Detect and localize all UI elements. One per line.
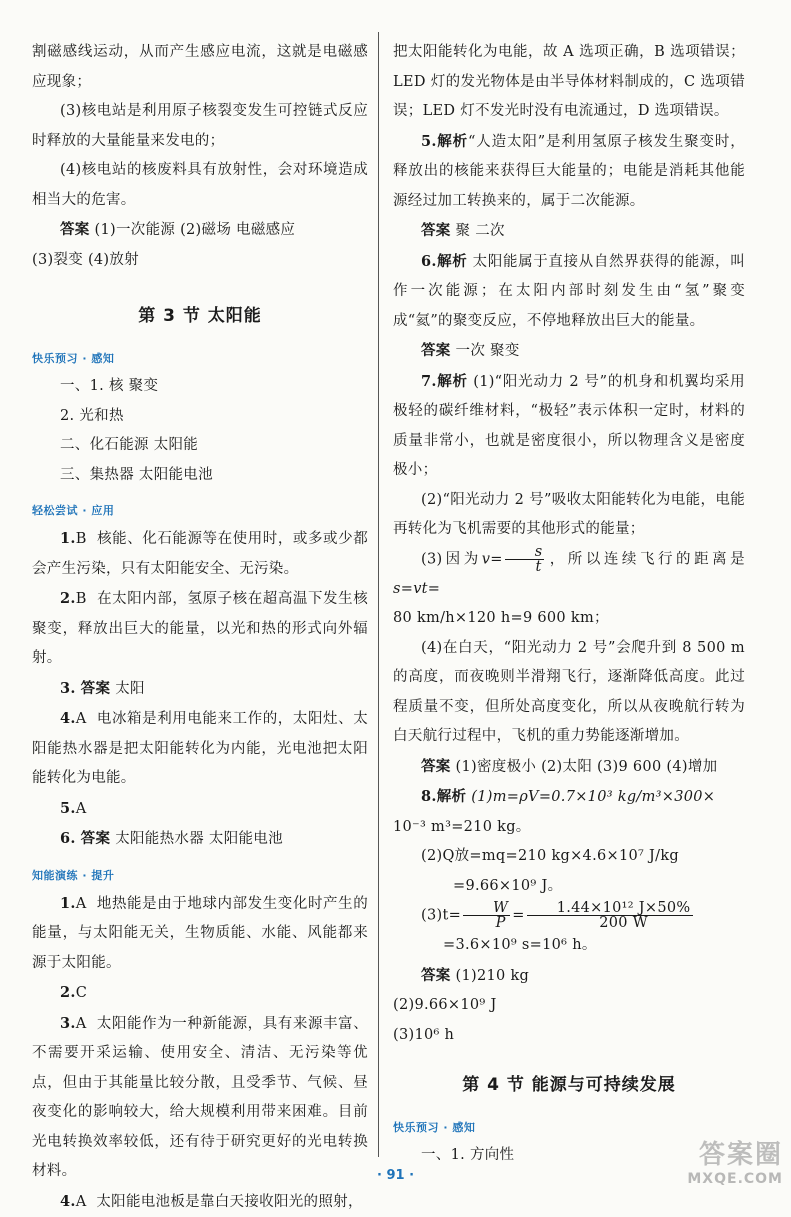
question-number: 3. (60, 680, 76, 697)
answer-text: (1)一次能源 (2)磁场 电磁感应 (95, 222, 296, 238)
answer-line (393, 752, 745, 783)
fraction (527, 901, 693, 930)
answer-text: (1)210 kg (456, 968, 530, 984)
symbol: = (512, 908, 524, 924)
denominator: P (463, 916, 510, 930)
list-item: 三、集热器 太阳能电池 (32, 461, 368, 491)
explanation: 地热能是由于地球内部发生变化时产生的能量，与太阳能无关，生物质能、水能、风能都来源于太阳能。 (32, 896, 368, 971)
formula: (1)m=ρV=0.7×10³ kg/m³×300× (471, 789, 715, 805)
answer-line (393, 961, 745, 992)
symbol: = (490, 551, 502, 567)
answer-line: (3)10⁶ h (393, 1021, 745, 1051)
denominator: 200 W (527, 916, 693, 930)
formula-line: 80 km/h×120 h=9 600 km； (393, 604, 745, 634)
answer-line: (2)9.66×10⁹ J (393, 991, 745, 1021)
question-analysis (393, 782, 745, 813)
choice: A (76, 1016, 87, 1032)
question-answer (32, 524, 368, 584)
answer-text: 聚 二次 (456, 223, 505, 239)
question-analysis (393, 367, 745, 486)
choice: A (76, 801, 87, 817)
question-answer (32, 704, 368, 794)
question-number: 4. (60, 710, 76, 727)
numerator: W (463, 901, 510, 916)
paragraph: 把太阳能转化为电能，故 A 选项正确，B 选项错误；LED 灯的发光物体是由半导体材料制成的，C 选项错误；LED 灯不发光时没有电流通过，D 选项错误。 (393, 38, 745, 127)
section-title: 第 3 节 太阳能 (32, 301, 368, 326)
watermark-url: MXQE.COM (643, 1171, 783, 1187)
choice: C (76, 985, 87, 1001)
text: (3)t= (421, 908, 461, 924)
answer-label: 答案 (81, 830, 111, 847)
explanation: 在太阳内部，氢原子核在超高温下发生核聚变，释放出巨大的能量，以光和热的形式向外辐射。 (32, 591, 368, 666)
text: (3)因为 (421, 551, 482, 567)
analysis-label: 解析 (437, 373, 468, 390)
answer-label: 答案 (60, 221, 90, 238)
analysis-label: 解析 (437, 788, 467, 805)
numerator: s (505, 545, 545, 560)
question-answer (32, 978, 368, 1009)
question-number: 6. (421, 253, 437, 270)
answer-text: 太阳 (115, 681, 145, 697)
answer-label: 答案 (421, 342, 451, 359)
explanation: 电冰箱是利用电能来工作的，太阳灶、太阳能热水器是把太阳能转化为内能，光电池把太阳能转化为电能。 (32, 711, 368, 786)
answer-label: 答案 (81, 680, 111, 697)
question-number: 7. (421, 373, 437, 390)
formula-line (393, 901, 745, 931)
section-banner: 快乐预习 · 感知 (393, 1117, 745, 1139)
paragraph: (4)核电站的核废料具有放射性，会对环境造成相当大的危害。 (32, 156, 368, 215)
analysis-label: 解析 (437, 133, 468, 150)
question-answer (32, 1009, 368, 1187)
right-column (393, 38, 745, 1171)
question-answer (32, 824, 368, 855)
section-title: 第 4 节 能源与可持续发展 (393, 1070, 745, 1095)
question-number: 8. (421, 788, 437, 805)
explanation: 核能、化石能源等在使用时，或多或少都会产生污染，只有太阳能安全、无污染。 (32, 531, 368, 577)
text: ，所以连续飞行的距离是 (546, 551, 745, 567)
list-item: 一、1. 方向性 (393, 1141, 745, 1171)
watermark-text: 答案圈 (643, 1134, 783, 1171)
paragraph: (4)在白天，“阳光动力 2 号”会爬升到 8 500 m 的高度，而夜晚则半滑翔飞行，逐渐降低高度。此过程质量不变，但所处高度变化，所以从夜晚航行转为白天航行过程中，飞机的重力势能逐渐增加。 (393, 634, 745, 752)
column-divider (378, 32, 379, 1157)
answer-line (393, 336, 745, 367)
question-answer (32, 889, 368, 979)
watermark-logo (643, 1134, 783, 1194)
formula-line: 10⁻³ m³=210 kg。 (393, 813, 745, 843)
formula-line: =9.66×10⁹ J。 (393, 872, 745, 902)
list-item: 二、化石能源 太阳能 (32, 431, 368, 461)
question-answer (32, 674, 368, 705)
formula-line: =3.6×10⁹ s=10⁶ h。 (393, 931, 745, 961)
answer-text: (1)密度极小 (2)太阳 (3)9 600 (4)增加 (456, 759, 718, 775)
formula: s=vt= (393, 581, 440, 597)
explanation: 太阳能属于直接从自然界获得的能源，叫作一次能源；在太阳内部时刻发生由“氢”聚变成“氦”的聚变反应，不停地释放出巨大的能量。 (393, 254, 745, 329)
question-number: 2. (60, 984, 76, 1001)
answer-line (393, 216, 745, 247)
question-analysis (393, 247, 745, 337)
section-banner: 知能演练 · 提升 (32, 865, 368, 887)
explanation: “人造太阳”是利用氢原子核发生聚变时，释放出的核能来获得巨大能量的；电能是消耗其他能源经过加工转换来的，属于二次能源。 (393, 134, 745, 209)
question-number: 2. (60, 590, 76, 607)
question-number: 5. (60, 800, 76, 817)
list-item: 一、1. 核 聚变 (32, 372, 368, 402)
answer-label: 答案 (421, 967, 451, 984)
choice: A (76, 896, 87, 912)
explanation: 太阳能作为一种新能源，具有来源丰富、不需要开采运输、使用安全、清洁、无污染等优点，但由于其能量比较分散，且受季节、气候、昼夜变化的影响较大，给大规模利用带来困难。目前光电转换效率较低，还有待于研究更好的光电转换材料。 (32, 1016, 368, 1180)
fraction (505, 545, 545, 574)
choice: A (76, 1194, 87, 1210)
list-item: 2. 光和热 (32, 402, 368, 432)
numerator: 1.44×10¹² J×50% (527, 901, 693, 916)
paragraph: 割磁感线运动，从而产生感应电流，这就是电磁感应现象； (32, 38, 368, 97)
fraction (463, 901, 510, 930)
answer-line: (3)裂变 (4)放射 (32, 246, 368, 276)
symbol: v (482, 551, 491, 567)
question-answer (32, 1187, 368, 1217)
answer-text: 太阳能热水器 太阳能电池 (115, 831, 283, 847)
choice: A (76, 711, 87, 727)
question-number: 6. (60, 830, 76, 847)
page-number: · 91 · (0, 1168, 791, 1183)
answer-label: 答案 (421, 758, 451, 775)
answer-label: 答案 (421, 222, 451, 239)
question-answer (32, 794, 368, 825)
formula-line: (2)Q放=mq=210 kg×4.6×10⁷ J/kg (393, 842, 745, 872)
question-number: 4. (60, 1193, 76, 1210)
section-banner: 快乐预习 · 感知 (32, 348, 368, 370)
question-number: 3. (60, 1015, 76, 1032)
question-answer (32, 584, 368, 674)
analysis-label: 解析 (437, 253, 468, 270)
answer-text: 一次 聚变 (456, 343, 520, 359)
choice: B (76, 591, 87, 607)
formula-line (393, 545, 745, 605)
denominator: t (505, 560, 545, 574)
paragraph: (2)“阳光动力 2 号”吸收太阳能转化为电能，电能再转化为飞机需要的其他形式的能量； (393, 486, 745, 545)
question-analysis (393, 127, 745, 217)
explanation: (1)“阳光动力 2 号”的机身和机翼均采用极轻的碳纤维材料，“极轻”表示体积一定时，材料的质量非常小，也就是密度很小，所以物理含义是密度极小； (393, 374, 745, 479)
question-number: 1. (60, 895, 76, 912)
question-number: 5. (421, 133, 437, 150)
answer-line (32, 215, 368, 246)
explanation: 太阳能电池板是靠白天接收阳光的照射， (96, 1194, 362, 1210)
paragraph: (3)核电站是利用原子核裂变发生可控链式反应时释放的大量能量来发电的； (32, 97, 368, 156)
choice: B (76, 531, 87, 547)
section-banner: 轻松尝试 · 应用 (32, 500, 368, 522)
question-number: 1. (60, 530, 76, 547)
left-column (32, 38, 368, 1217)
